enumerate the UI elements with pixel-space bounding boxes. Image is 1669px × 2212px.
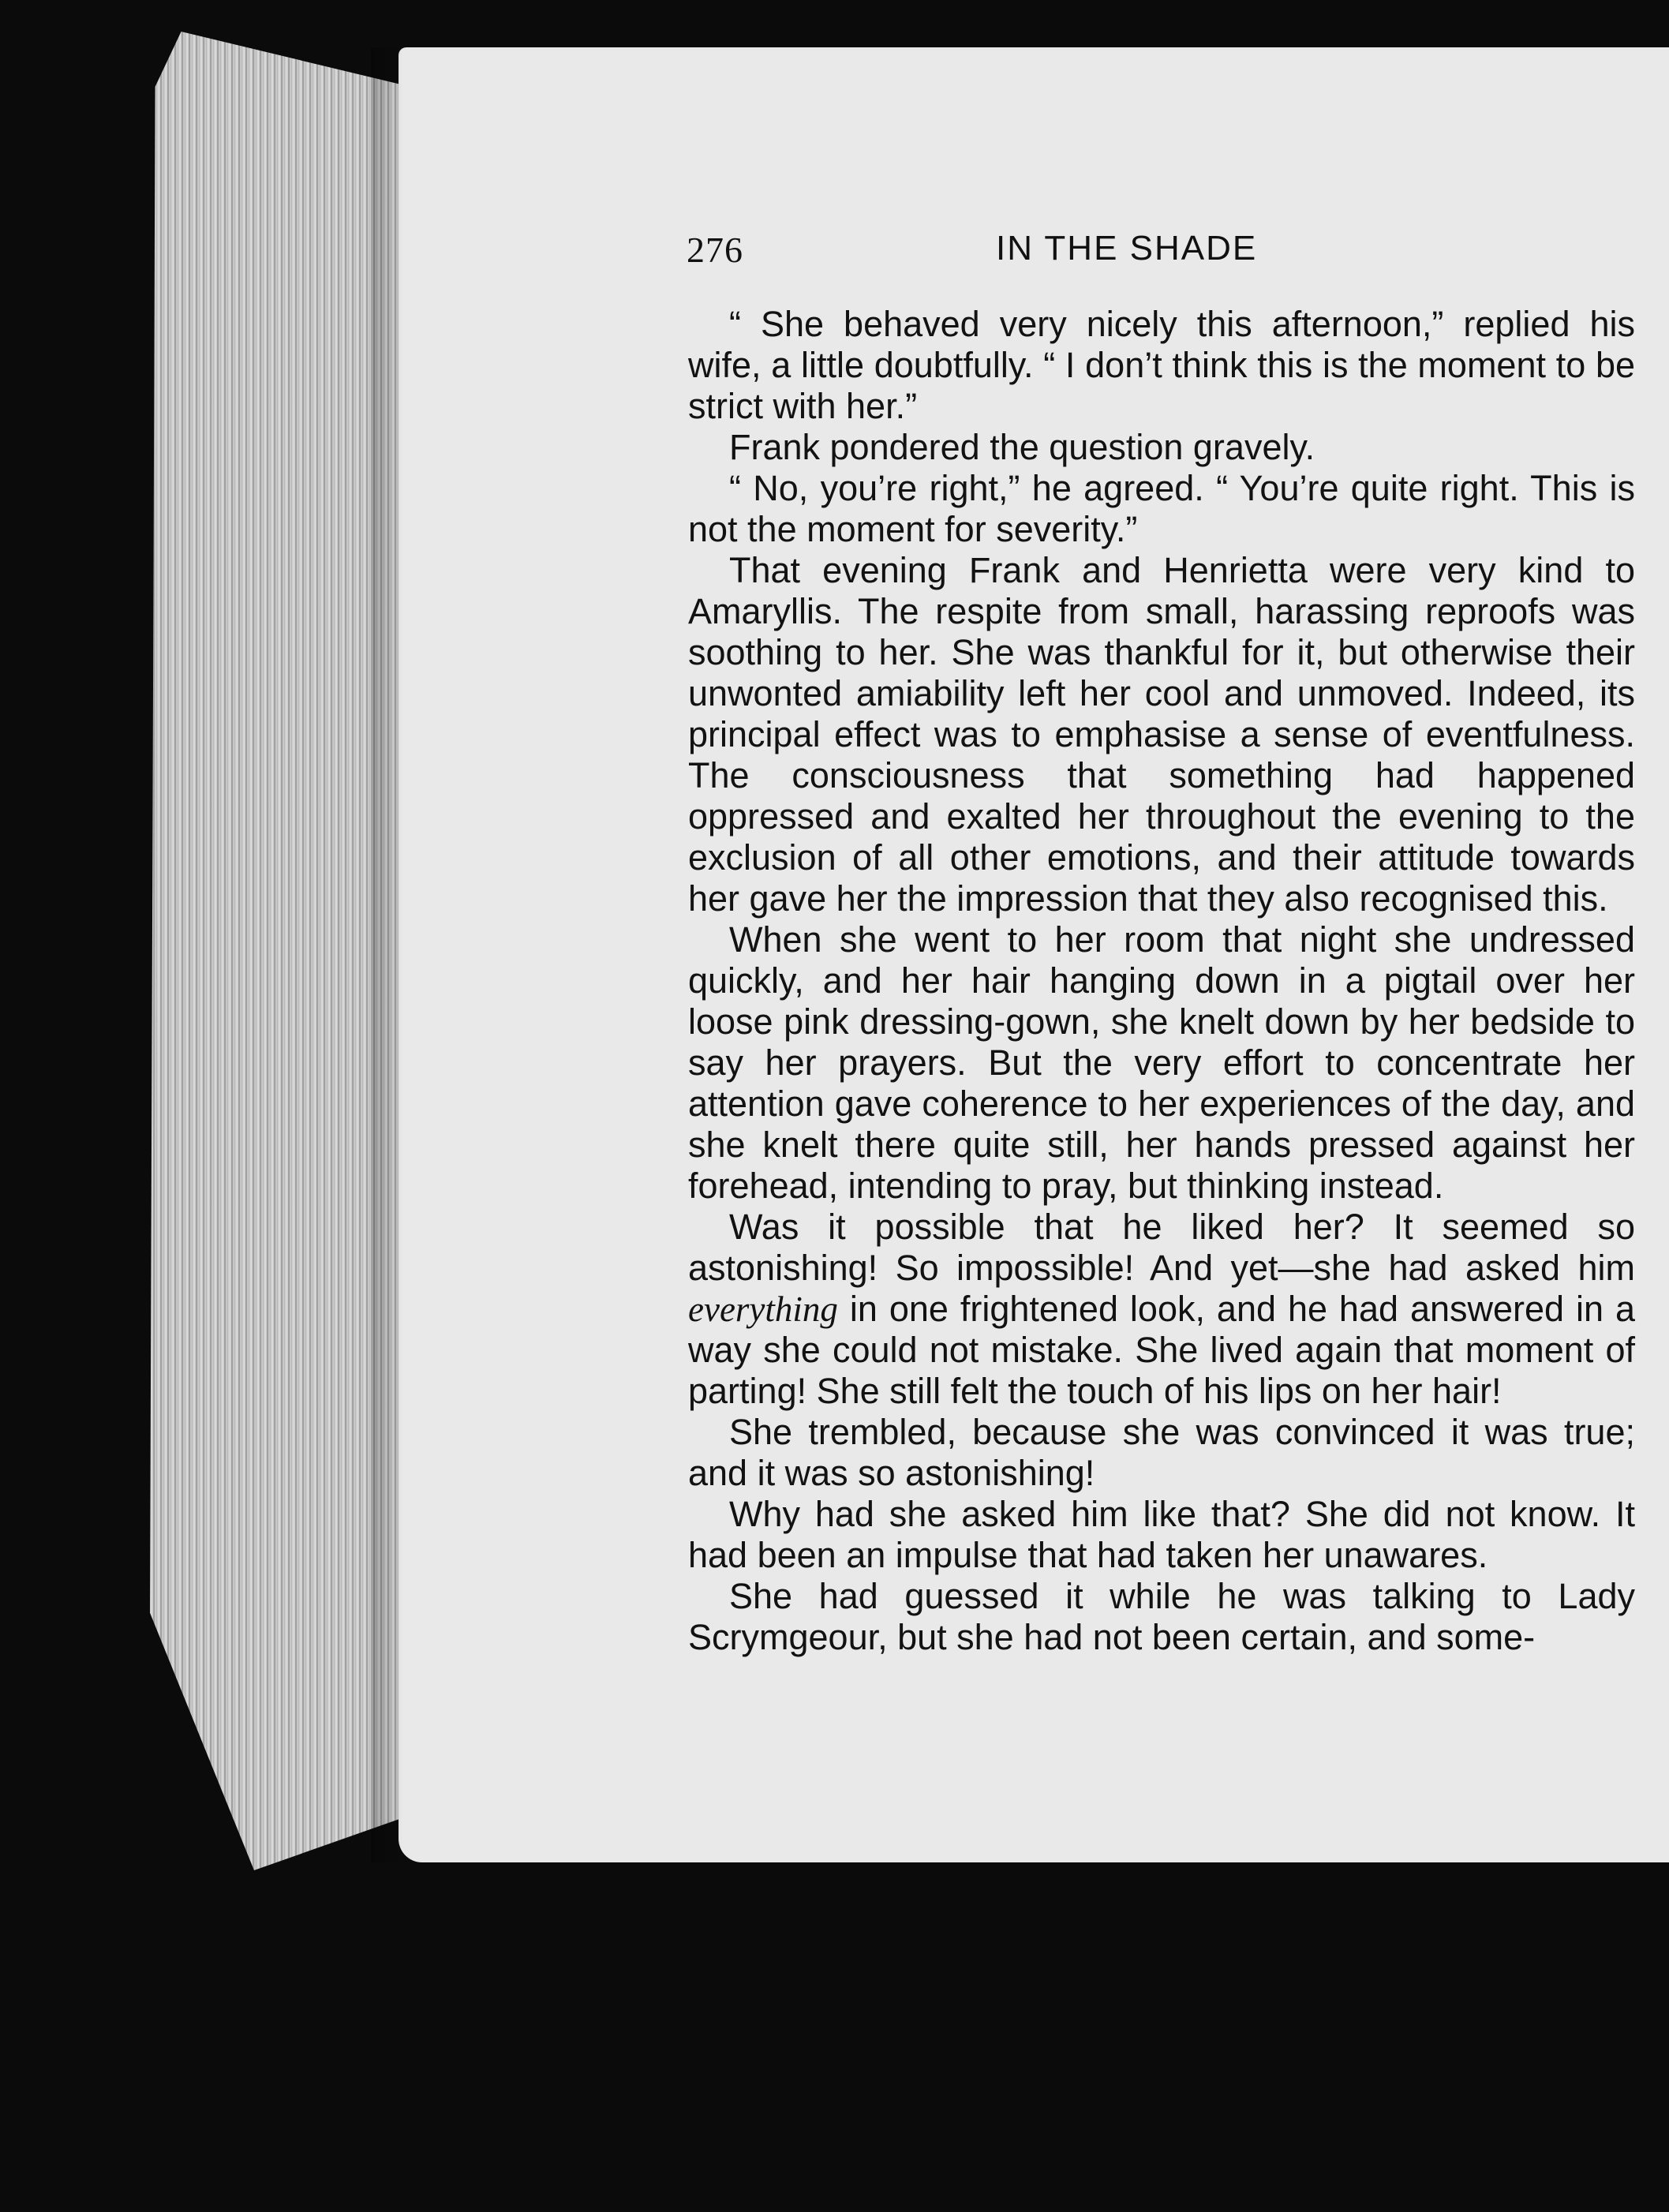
paragraph-text: Was it possible that he liked her? It seemed so astonishing! So impossible! And yet—she had asked him (688, 1207, 1635, 1288)
paragraph-text: in one frightened look, and he had answered in a way she could not mistake. She lived again that moment of parting! She still felt the touch of his lips on her hair! (688, 1289, 1635, 1411)
paragraph: When she went to her room that night she undressed quickly, and her hair hanging down in a pigtail over her loose pink dressing-gown, she knelt down by her bedside to say her prayers. But the very effort to concentrate her attention gave coherence to her experiences of the day, and she knelt there quite still, her hands pressed against her forehead, intending to pray, but thinking instead. (688, 919, 1635, 1206)
paragraph: “ She behaved very nicely this afternoon,” replied his wife, a little doubtfully. “ I don’t think this is the moment to be strict with her.” (688, 304, 1635, 426)
paragraph: She had guessed it while he was talking to Lady Scrymgeour, but she had not been certain, and some- (688, 1576, 1635, 1657)
paragraph: She trembled, because she was convinced it was true; and it was so astonishing! (688, 1412, 1635, 1493)
emphasized-word: everything (688, 1289, 838, 1329)
gutter-shadow (371, 47, 402, 1862)
paragraph (688, 1207, 1635, 1412)
paragraph: That evening Frank and Henrietta were very kind to Amaryllis. The respite from small, harassing reproofs was soothing to her. She was thankful for it, but otherwise their unwonted amiability left her cool and unmoved. Indeed, its principal effect was to emphasise a sense of eventfulness. The consciousness that something had happened oppressed and exalted her throughout the evening to the exclusion of all other emotions, and their attitude towards her gave her the impression that they also recognised this. (688, 550, 1635, 919)
body-text (688, 304, 1635, 1658)
paragraph: Frank pondered the question gravely. (729, 427, 1315, 467)
page-number: 276 (687, 230, 743, 270)
running-title: IN THE SHADE (996, 229, 1258, 268)
paragraph: “ No, you’re right,” he agreed. “ You’re quite right. This is not the moment for severity.” (688, 468, 1635, 549)
running-header (687, 229, 1633, 276)
paragraph: Why had she asked him like that? She did not know. It had been an impulse that had taken her unawares. (688, 1494, 1635, 1575)
